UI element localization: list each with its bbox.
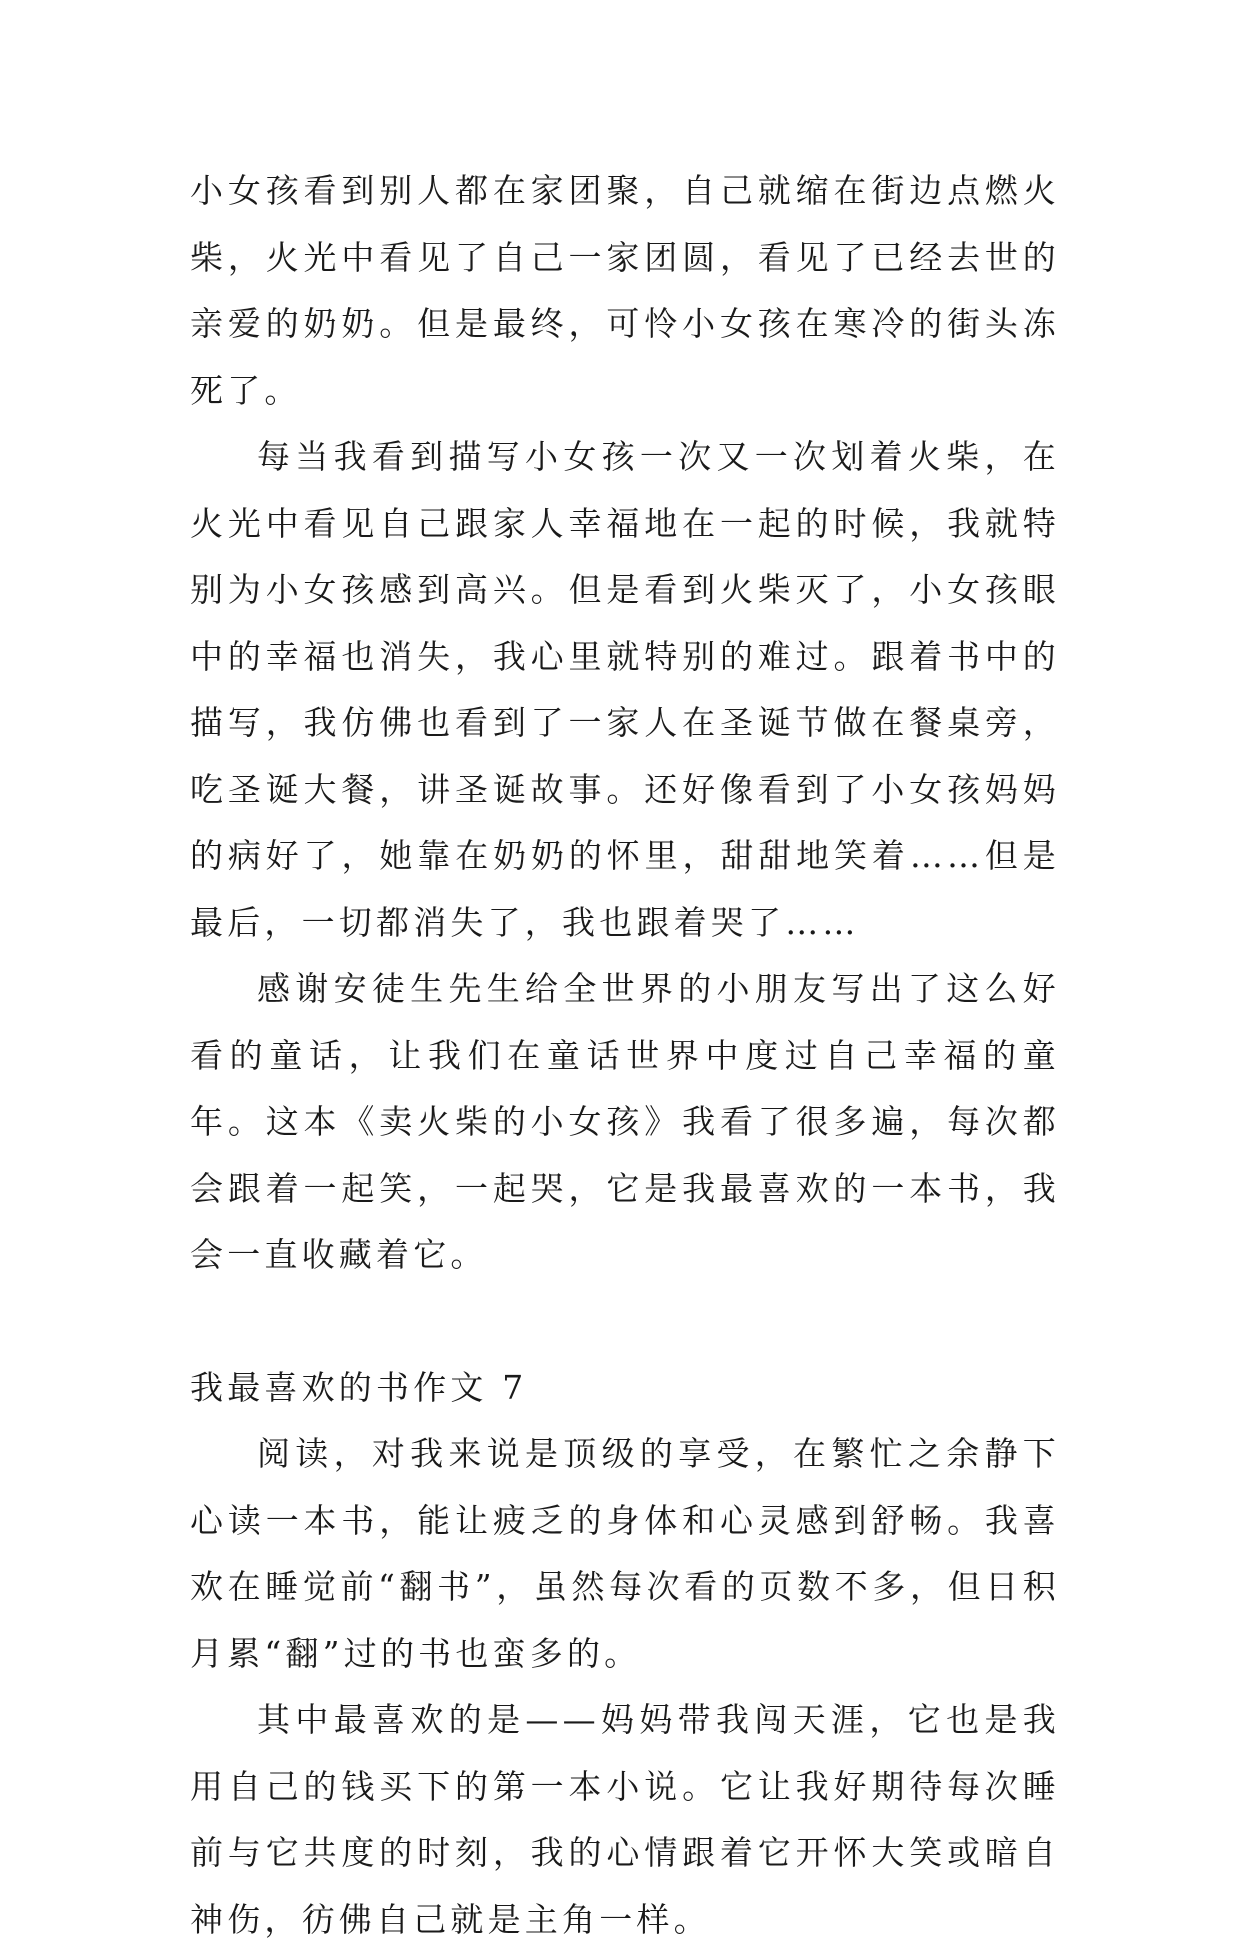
paragraph-matches: 每当我看到描写小女孩一次又一次划着火柴，在火光中看见自己跟家人幸福地在一起的时候，我就特别为小女孩感到高兴。但是看到火柴灭了，小女孩眼中的幸福也消失，我心里就特别的难过。跟着书中的描写，我仿佛也看到了一家人在圣诞节做在餐桌旁，吃圣诞大餐，讲圣诞故事。还好像看到了小女孩妈妈的病好了，她靠在奶奶的怀里，甜甜地笑着……但是最后，一切都消失了，我也跟着哭了…… xyxy=(190,437,1060,942)
section-title: 我最喜欢的书作文 7 xyxy=(190,1367,528,1407)
paragraph-favorite-book: 其中最喜欢的是——妈妈带我闯天涯，它也是我用自己的钱买下的第一本小说。它让我好期待每次睡前与它共度的时刻，我的心情跟着它开怀大笑或暗自神伤，彷佛自己就是主角一样。 xyxy=(190,1700,1060,1939)
document-body xyxy=(190,158,1060,1953)
paragraph-reading: 阅读，对我来说是顶级的享受，在繁忙之余静下心读一本书，能让疲乏的身体和心灵感到舒畅。我喜欢在睡觉前“翻书”，虽然每次看的页数不多，但日积月累“翻”过的书也蛮多的。 xyxy=(190,1434,1060,1673)
paragraph-thanks: 感谢安徒生先生给全世界的小朋友写出了这么好看的童话，让我们在童话世界中度过自己幸福的童年。这本《卖火柴的小女孩》我看了很多遍，每次都会跟着一起笑，一起哭，它是我最喜欢的一本书，我会一直收藏着它。 xyxy=(190,969,1060,1274)
paragraph-continued: 小女孩看到别人都在家团聚，自己就缩在街边点燃火柴，火光中看见了自己一家团圆，看见了已经去世的亲爱的奶奶。但是最终，可怜小女孩在寒冷的街头冻死了。 xyxy=(190,171,1060,410)
